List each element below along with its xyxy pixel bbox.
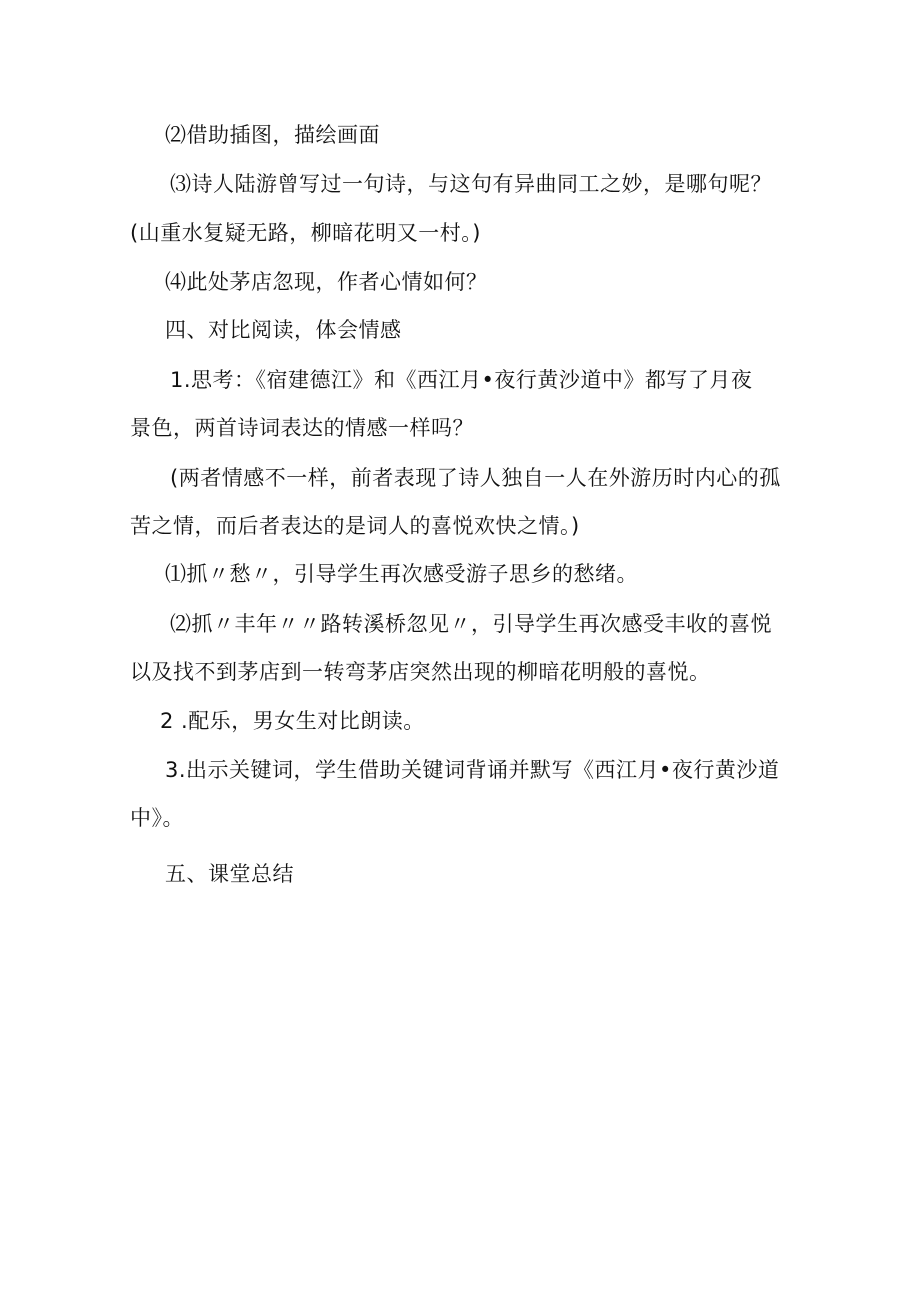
text-line-10: ⑴抓〃愁〃，引导学生再次感受游子思乡的愁绪。 bbox=[165, 562, 638, 586]
text-line-7: 景色，两首诗词表达的情感一样吗？ bbox=[130, 416, 474, 440]
text-line-8: (两者情感不一样，前者表现了诗人独自一人在外游历时内心的孤 bbox=[170, 466, 781, 490]
text-line-12: 以及找不到茅店到一转弯茅店突然出现的柳暗花明般的喜悦。 bbox=[130, 660, 711, 684]
section-heading-4: 四、对比阅读，体会情感 bbox=[165, 318, 402, 342]
text-line-15: 中》。 bbox=[130, 806, 184, 830]
text-line-11: ⑵抓〃丰年〃〃路转溪桥忽见〃，引导学生再次感受丰收的喜悦 bbox=[170, 612, 772, 636]
text-line-1: ⑵借助插图，描绘画面 bbox=[165, 123, 380, 147]
section-heading-5: 五、课堂总结 bbox=[165, 862, 294, 886]
text-line-13: 2 .配乐，男女生对比朗读。 bbox=[160, 709, 425, 733]
text-line-2: ⑶诗人陆游曾写过一句诗，与这句有异曲同工之妙，是哪句呢？ bbox=[170, 172, 772, 196]
text-line-14: 3.出示关键词，学生借助关键词背诵并默写《西江月•夜行黄沙道 bbox=[165, 758, 780, 782]
text-line-4: ⑷此处茅店忽现，作者心情如何？ bbox=[165, 270, 488, 294]
text-line-3: (山重水复疑无路，柳暗花明又一村。) bbox=[130, 221, 481, 245]
text-line-6: 1.思考：《宿建德江》和《西江月•夜行黄沙道中》都写了月夜 bbox=[170, 368, 753, 392]
text-line-9: 苦之情，而后者表达的是词人的喜悦欢快之情。) bbox=[130, 514, 580, 538]
